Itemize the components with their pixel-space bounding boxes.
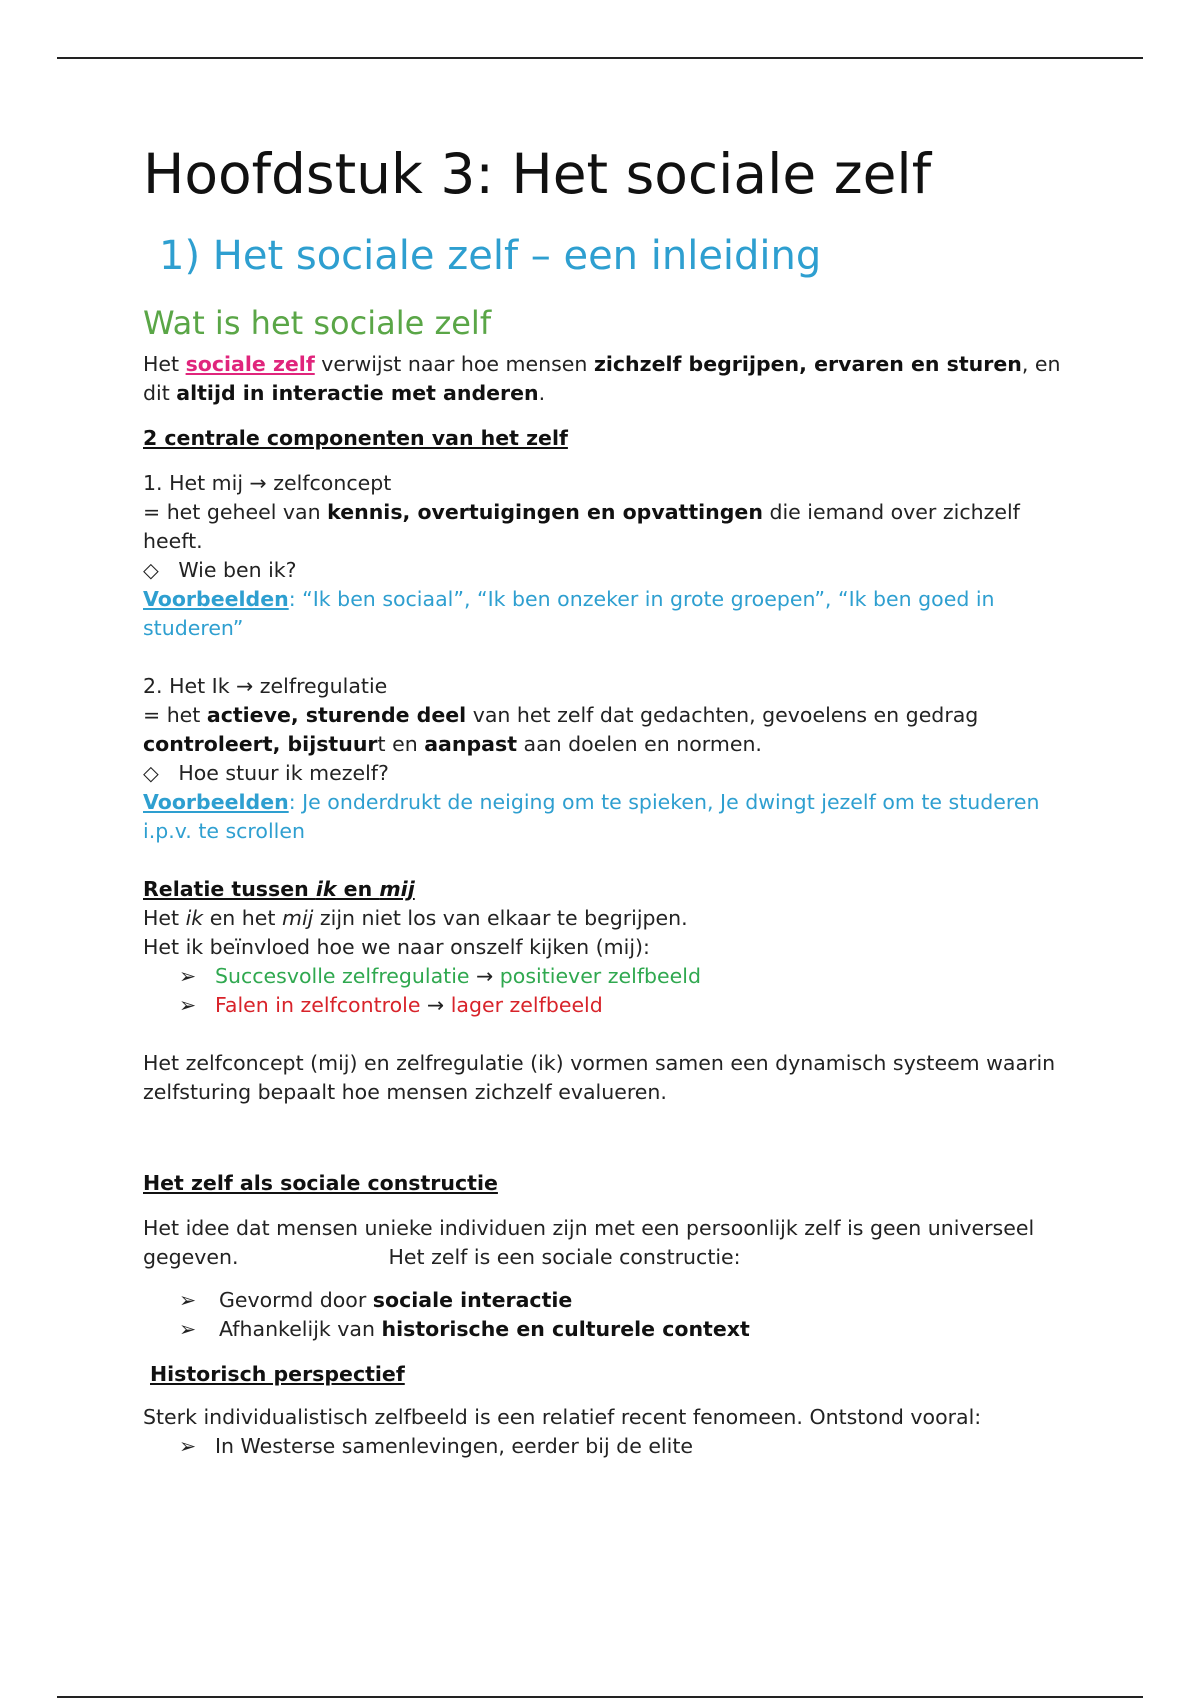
examples-link[interactable]: Voorbeelden [143,587,289,611]
list-item: ➢ Succesvolle zelfregulatie → positiever zelfbeeld [179,962,1063,991]
historisch-heading: Historisch perspectief [150,1362,405,1386]
constructie-heading: Het zelf als sociale constructie [143,1171,498,1195]
ik-definition: = het actieve, sturende deel van het zelf dat gedachten, gevoelens en gedrag controleert, bijstuurt en aanpast aan doelen en normen. [143,703,979,756]
constructie-paragraph: Het idee dat mensen unieke individuen zijn met een persoonlijk zelf is geen universeel gegeven. Het zelf is een sociale constructie: [143,1216,1035,1269]
document-body [143,140,1063,1461]
mij-definition: = het geheel van kennis, overtuigingen en opvattingen die iemand over zichzelf heeft. [143,500,1020,553]
arrow-bullet-icon: ➢ [179,993,197,1017]
arrow-bullet-icon: ➢ [179,964,197,988]
diamond-icon: ◇ [143,761,159,785]
subsection-heading: Wat is het sociale zelf [143,304,492,342]
ik-question: ◇ Hoe stuur ik mezelf? [143,761,389,785]
relatie-line-1: Het ik en het mij zijn niet los van elkaar te begrijpen. [143,906,688,930]
relatie-summary: Het zelfconcept (mij) en zelfregulatie (ik) vormen samen een dynamisch systeem waarin zelfsturing bepaalt hoe mensen zichzelf evalueren. [143,1051,1056,1104]
mij-question: ◇ Wie ben ik? [143,558,297,582]
arrow-bullet-icon: ➢ [179,1317,197,1341]
section-heading: 1) Het sociale zelf – een inleiding [159,233,822,279]
term-sociale-zelf: sociale zelf [185,352,315,376]
mij-examples: Voorbeelden: “Ik ben sociaal”, “Ik ben onzeker in grote groepen”, “Ik ben goed in studeren” [143,587,995,640]
bottom-rule [57,1696,1143,1698]
list-item: ➢ In Westerse samenlevingen, eerder bij de elite [179,1432,1063,1461]
diamond-icon: ◇ [143,558,159,582]
arrow-bullet-icon: ➢ [179,1434,197,1458]
arrow-bullet-icon: ➢ [179,1288,197,1312]
list-item: ➢ Falen in zelfcontrole → lager zelfbeeld [179,991,1063,1020]
relatie-line-2: Het ik beïnvloed hoe we naar onszelf kijken (mij): [143,935,650,959]
historisch-paragraph: Sterk individualistisch zelfbeeld is een relatief recent fenomeen. Ontstond vooral: [143,1405,982,1429]
intro-paragraph: Het sociale zelf verwijst naar hoe mensen zichzelf begrijpen, ervaren en sturen, en dit altijd in interactie met anderen. [143,352,1061,405]
ik-examples: Voorbeelden: Je onderdrukt de neiging om te spieken, Je dwingt jezelf om te studeren i.p.v. te scrollen [143,790,1040,843]
mij-title: 1. Het mij → zelfconcept [143,471,392,495]
top-rule [57,57,1143,59]
examples-link[interactable]: Voorbeelden [143,790,289,814]
list-item: ➢ Gevormd door sociale interactie [179,1286,1063,1315]
components-heading: 2 centrale componenten van het zelf [143,426,568,450]
page-title: Hoofdstuk 3: Het sociale zelf [143,142,932,206]
list-item: ➢ Afhankelijk van historische en culturele context [179,1315,1063,1344]
ik-title: 2. Het Ik → zelfregulatie [143,674,388,698]
relatie-heading: Relatie tussen ik en mij [143,877,415,901]
